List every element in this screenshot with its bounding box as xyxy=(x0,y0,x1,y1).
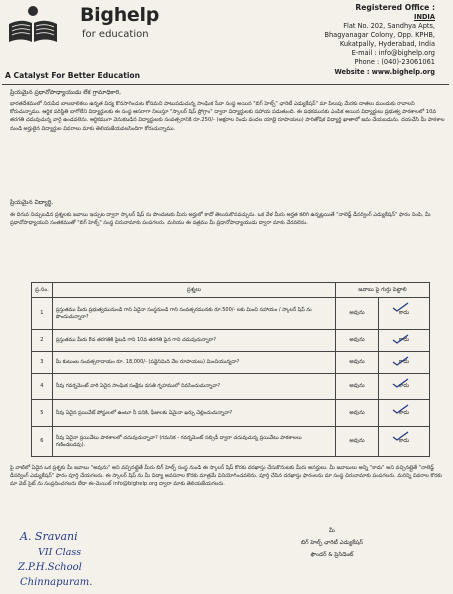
answer-yes: అవును xyxy=(336,298,379,330)
office-address-line: Kukatpally, Hyderabad, India xyxy=(339,40,435,49)
office-country: INDIA xyxy=(413,13,435,21)
tagline: A Catalyst For Better Education xyxy=(5,71,141,80)
header-number: ప్ర.సం. xyxy=(32,283,53,298)
row-question: మీ కుటుంబ సంవత్సరాదాయం రూ. 18,000/- (పద్దెనిమిది వేల రూపాయలు) మించియున్నదా? xyxy=(52,352,335,374)
tick-mark-icon xyxy=(391,431,409,441)
answer-no-cell xyxy=(379,298,430,330)
tick-mark-icon xyxy=(391,404,409,414)
answer-no-cell xyxy=(379,330,430,352)
row-number: 4 xyxy=(32,374,53,400)
answer-no: కాదు xyxy=(398,359,410,365)
closing-paragraph: పై వాటిలో ఏదైన ఒక ప్రశ్నకు మీ జవాబు "అవును" అని వచ్చినట్లైతే మీరు బిగ్ హెల్ప్ సంస్థ నుండి ఈ స్కాలర్ షిప్ కొరకు దరఖాస్తు చేసుకొనుటకు మీరు అనర్హులు. మీ జవాబులు అన్ని "కాదు" అని వచ్చినట్లైతే "నాలెడ్జ్ డీసర్వింగ్ ఎడ్యుకేషన్" ఫారం పూర్తి చేయగలరు. ఈ స్కాలర్ షిప్ ను మీ విద్యా అవసరాల కొరకు మాత్రమే వినియోగించవలెను. పూర్తి చేసిన దరఖాస్తు ఫారంలను మా సంస్థ చిరునామాకు పంపగలరు. మరిన్ని వివరాల కొరకు మా వెబ్ సైట్ ను సంప్రదించగలరు లేదా ఈ-మెయిల్ info@bighelp.org ద్వారా మాకు తెలియజేయగలరు. xyxy=(10,465,442,488)
answer-no: కాదు xyxy=(398,383,410,389)
table-row xyxy=(32,374,430,400)
answer-yes: అవును xyxy=(336,374,379,400)
answer-no-cell xyxy=(379,352,430,374)
table-header-row xyxy=(32,283,430,298)
answer-no: కాదు xyxy=(398,337,410,343)
answer-no: కాదు xyxy=(398,310,410,316)
row-number: 6 xyxy=(32,427,53,457)
row-question: నీవు ఏదైనా ప్రయివేటు పాఠశాలలో చదువుచున్నావా? (గమనిక - గవర్నమెంట్ సబ్సిడీ ద్వారా చదువుచున్న ప్రయివేటు పాఠశాలలు గణించబడవు). xyxy=(52,427,335,457)
intro-paragraph: భారతదేశములో నిరుపేద బాలబాలికలు ఉన్నత విద్య కొనసాగించుట కోసమని పాటుపడుచున్న సాంఘిక సేవా సంస్థ అయిన "బిగ్ హెల్ప్" ఛారిటీ ఎడ్యుకేషన్" మా పిలుపు మేరకు దాతలు ముందుకు రావాలని కోరుచున్నాము. ఆర్థిక పరిస్థితి బాగోలేని విద్యార్థులకు ఈ సంస్థ ఆసరాగా నిలుస్తూ "స్కాలర్ షిప్ ప్రోగ్రాం" ద్వారా విద్యార్థులకు సహాయ పడుతుంది. ఈ పథకమునకు ఎంపిక అయిన విద్యార్థులు ప్రభుత్వ పాఠశాలలో 10వ తరగతి చదువుచున్న వారై ఉండవలెను. ఆర్థికముగా వెనుకబడిన విద్యార్థులకు సంవత్సరానికి రూ.250/- (అక్షరాల రెండు వందల యాభై రూపాయలు) పారితోషిక విద్యార్థి ఖాతాలో జమ చేయబడును. దయచేసి మీ పాఠశాల నుండి అర్హులైన విద్యార్థుల వివరాలు మాకు తెలియజేయవలసిందిగా కోరుచున్నాము. xyxy=(10,101,445,132)
office-website: Website : www.bighelp.org xyxy=(334,67,435,76)
row-question: నీవు ఏదైన ప్రయివేట్ పోస్టులలో ఉంటూ నీ పనికి, ఫీజులకు ఏమైనా ఖర్చు చెల్లించుచున్నావా? xyxy=(52,400,335,427)
answer-no: కాదు xyxy=(398,409,410,416)
row-number: 2 xyxy=(32,330,53,352)
eligibility-questions-table xyxy=(31,282,430,457)
tick-mark-icon xyxy=(391,356,409,366)
signature-designation: ఫౌండర్ & ప్రెసిడెంట్ xyxy=(310,552,354,558)
answer-yes: అవును xyxy=(336,352,379,374)
signature-organisation: బిగ్ హెల్ప్ ఛారిటీ ఎడ్యుకేషన్ xyxy=(300,540,363,546)
tick-mark-icon xyxy=(391,378,409,388)
row-number: 3 xyxy=(32,352,53,374)
student-salutation: ప్రియమైన విద్యార్థి, xyxy=(10,199,54,206)
row-number: 5 xyxy=(32,400,53,427)
header-answer: జవాబు పై గుర్తు పెట్టాలి xyxy=(336,283,430,298)
handwritten-name: A. Sravani xyxy=(20,530,78,543)
table-row xyxy=(32,298,430,330)
row-number: 1 xyxy=(32,298,53,330)
handwritten-school: Z.P.H.School xyxy=(18,562,82,573)
registered-office-block xyxy=(255,2,435,77)
handwritten-class: VII Class xyxy=(38,547,82,558)
signature-block xyxy=(242,525,422,561)
table-row xyxy=(32,352,430,374)
answer-yes: అవును xyxy=(336,427,379,457)
salutation: ప్రియమైన ప్రధానోపాధ్యాయుడు లేక గ్రామాధికారి, xyxy=(10,89,122,96)
header-divider xyxy=(2,84,449,85)
office-title: Registered Office : xyxy=(355,3,435,12)
answer-no-cell xyxy=(379,400,430,427)
row-question: నీవు గవర్నమెంట్ వారి ఏదైన సాంఘిక సంక్షేమ వసతి గృహములో నివసించుచున్నావా? xyxy=(52,374,335,400)
row-question: ప్రస్తుతము మీరు 8వ తరగతికి పైబడి గాని 10వ తరగతి పైన గాని చదువుచున్నారా? xyxy=(52,330,335,352)
table-row xyxy=(32,427,430,457)
tick-mark-icon xyxy=(391,302,409,312)
office-address-line: Flat No. 202, Sandhya Apts, xyxy=(343,22,435,31)
answer-no-cell xyxy=(379,374,430,400)
table-row xyxy=(32,330,430,352)
header-question: ప్రశ్నలు xyxy=(52,283,335,298)
answer-yes: అవును xyxy=(336,330,379,352)
office-email: E-mail : info@bighelp.org xyxy=(351,49,435,58)
handwritten-village: Chinnapuram. xyxy=(20,577,93,588)
bighelp-logo xyxy=(6,4,60,48)
answer-yes: అవును xyxy=(336,400,379,427)
instructions-paragraph: ఈ దిగువ నిచ్చుబడిన ప్రశ్నలకు జవాబు ఇచ్చుట ద్వారా స్కాలర్ షిప్ ను పొందుటకు మీరు అర్హులో కాదో తెలుసుకొనవచ్చును. ఒక వేళ మీరు అర్హత కలిగి ఉన్నట్లయితే "నాలెడ్జ్ డీసర్వింగ్ ఎడ్యుకేషన్" ఫారం నింపి, మీ ప్రధానోపాధ్యాయుని సంతకముతో "బిగ్ హెల్ప్" సంస్థ చిరునామాకు పంపగలరు. మరియు ఈ పత్రము మీ ప్రధానోపాధ్యాయుడు ద్వారా మాకు చేరవలెను. xyxy=(10,212,431,227)
answer-no: కాదు xyxy=(398,438,410,444)
signature-yours: మీ xyxy=(329,528,335,534)
office-phone: Phone : (040)-23061061 xyxy=(354,58,435,67)
handwritten-student-details xyxy=(14,527,184,591)
answer-no-cell xyxy=(379,427,430,457)
table-row xyxy=(32,400,430,427)
tick-mark-icon xyxy=(391,334,409,344)
brand-subtitle: for education xyxy=(82,29,149,40)
brand-name: Bighelp xyxy=(80,4,160,26)
row-question: ప్రస్తుతము మీరు ప్రభుత్వమునుండి గాని ఏదైనా సంస్థనుండి గాని సంవత్సరమునకు రూ.500/- లకు మించి సహాయం / స్కాలర్ షిప్ ను పొందుచున్నారా? xyxy=(52,298,335,330)
office-address-line: Bhagyanagar Colony, Opp. KPHB, xyxy=(324,31,435,40)
